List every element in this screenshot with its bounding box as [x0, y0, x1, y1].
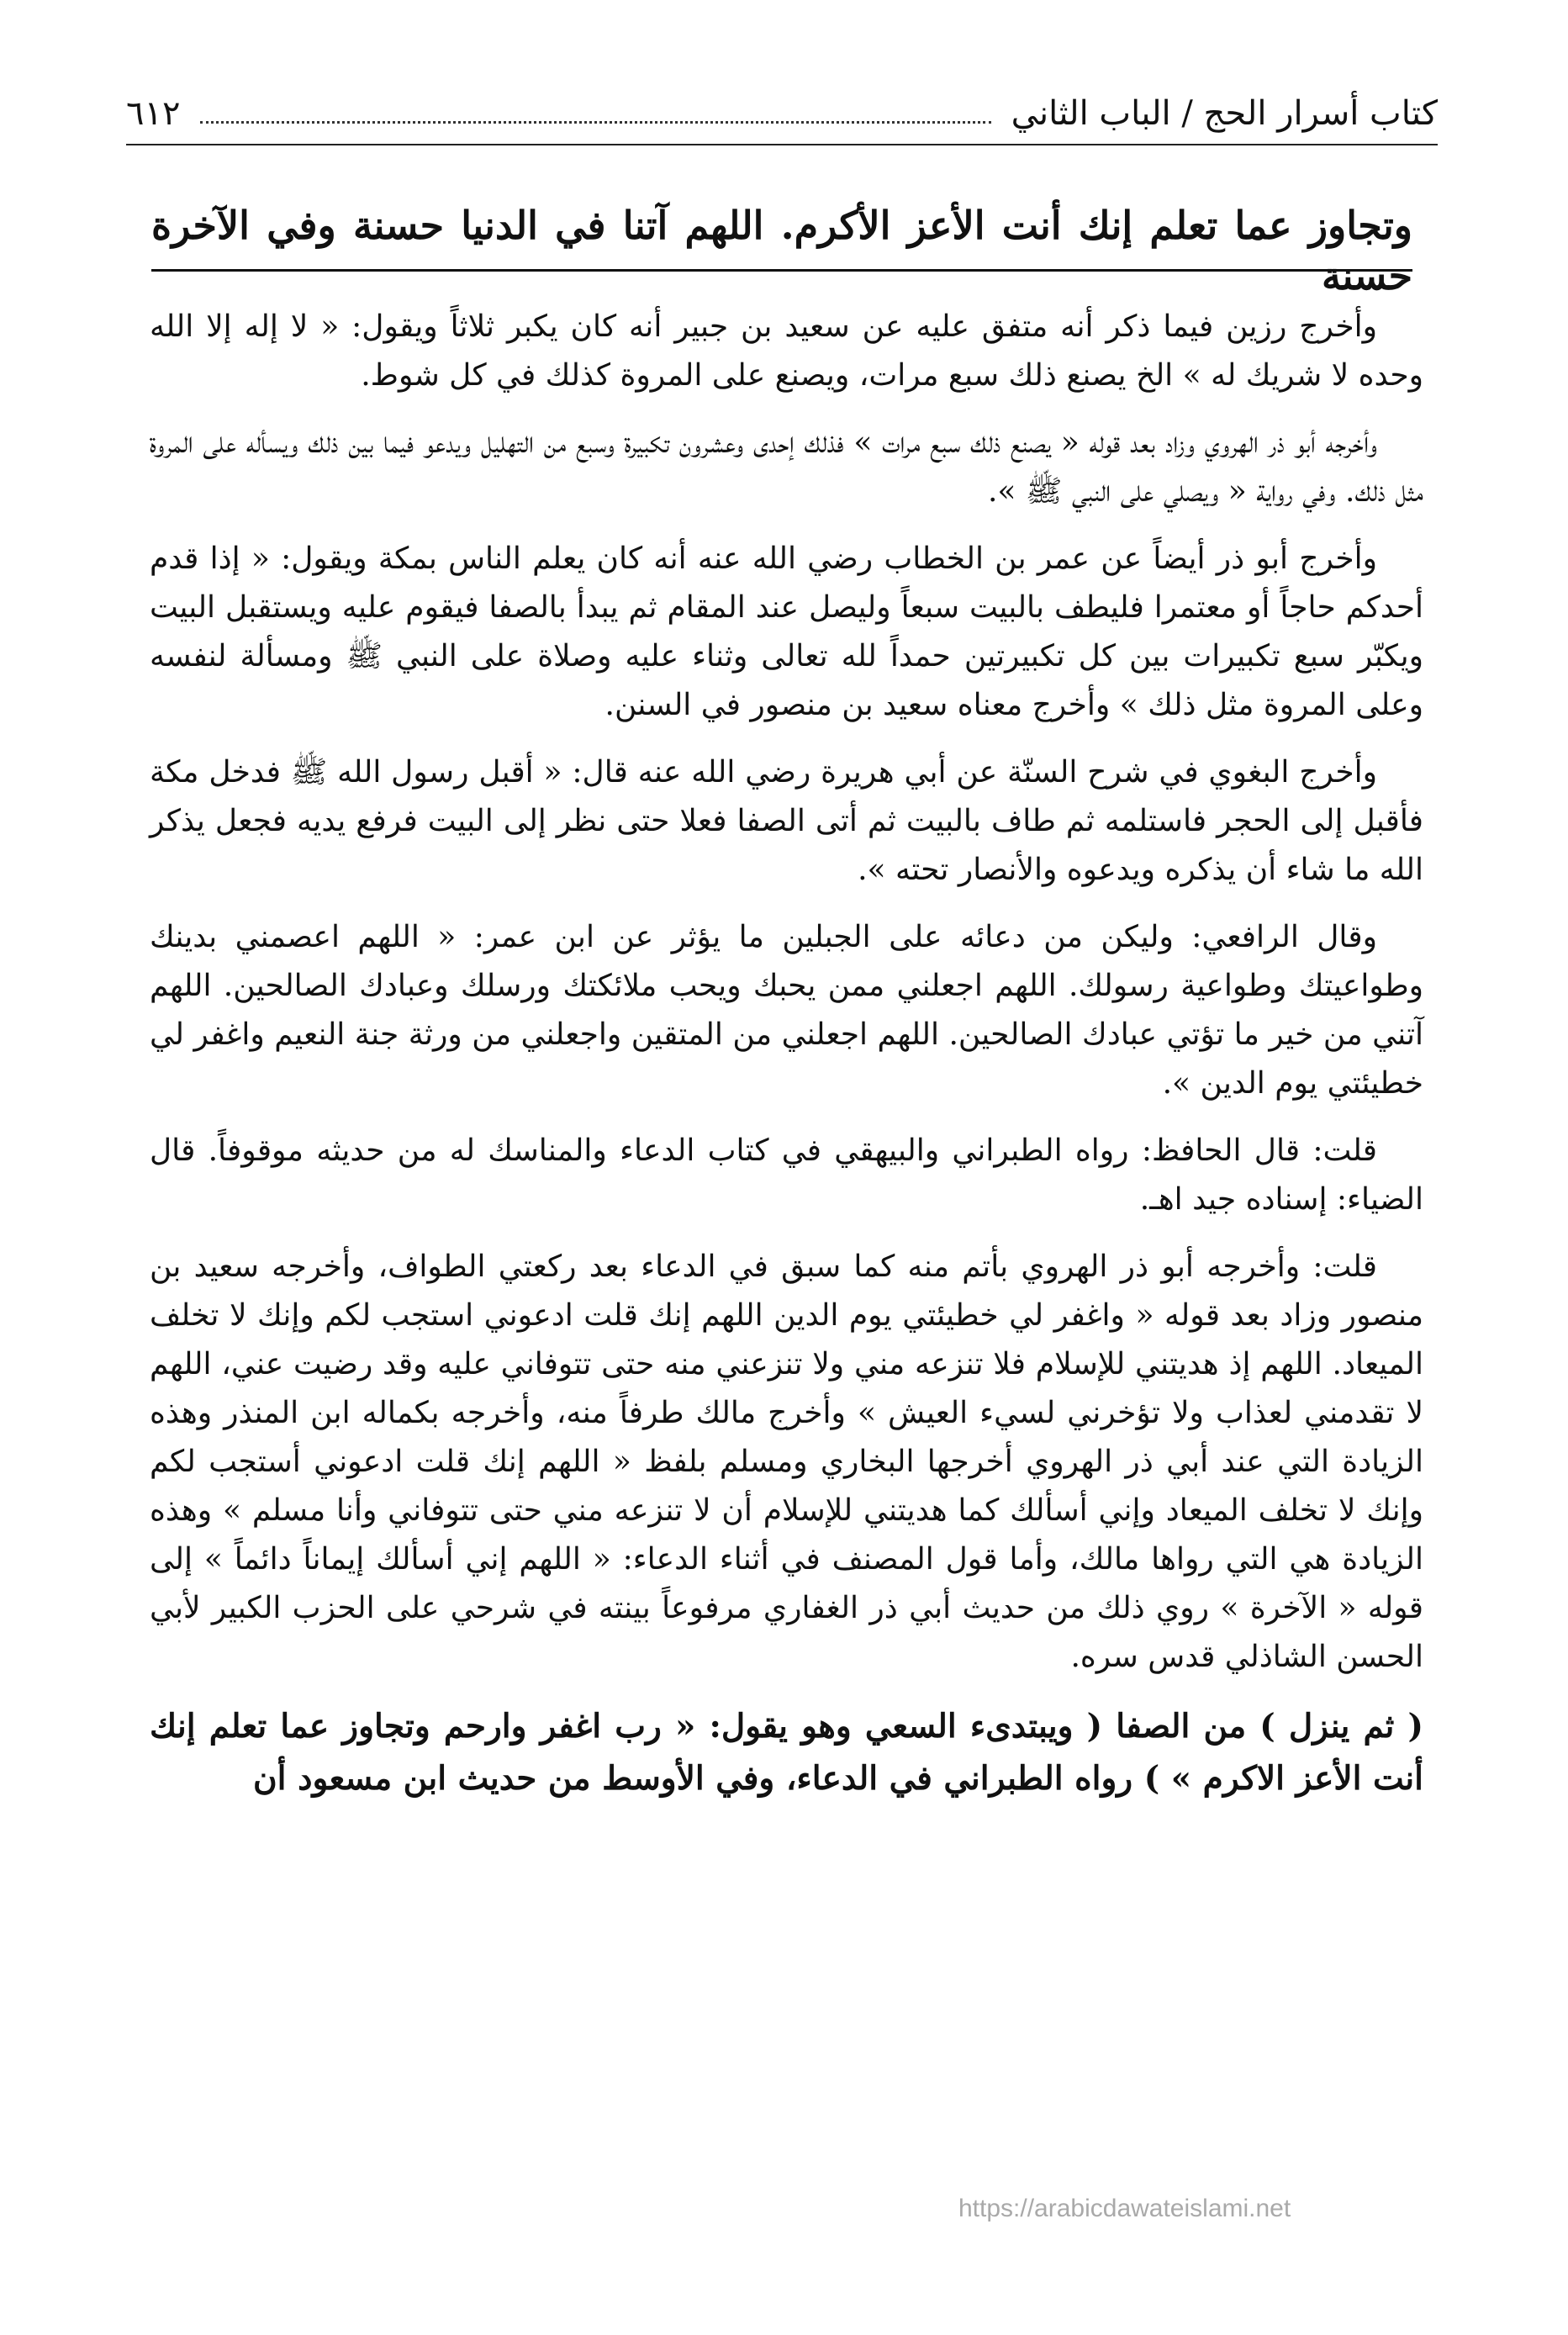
main-text-line: وتجاوز عما تعلم إنك أنت الأعز الأكرم. اللهم آتنا في الدنيا حسنة وفي الآخرة حسنة	[151, 203, 1412, 298]
paragraph: وأخرج رزين فيما ذكر أنه متفق عليه عن سعيد بن جبير أنه كان يكبر ثلاثاً ويقول: « لا إله إلا الله وحده لا شريك له » الخ يصنع ذلك سبع مرات، ويصنع على المروة كذلك في كل شوط.	[150, 309, 1423, 393]
paragraph: وأخرج أبو ذر أيضاً عن عمر بن الخطاب رضي الله عنه أنه كان يعلم الناس بمكة ويقول: « إذا قدم أحدكم حاجاً أو معتمرا فليطف بالبيت سبعاً وليصل عند المقام ثم يبدأ بالصفا فيقوم عليه ويستقبل البيت ويكبّر سبع تكبيرات بين كل تكبيرتين حمداً لله تعالى وثناء عليه وصلاة على النبي ﷺ ومسألة لنفسه وعلى المروة مثل ذلك » وأخرج معناه سعيد بن منصور في السنن.	[150, 541, 1423, 722]
header-dot-leader	[200, 104, 990, 124]
paragraph: وقال الرافعي: وليكن من دعائه على الجبلين ما يؤثر عن ابن عمر: « اللهم اعصمني بدينك وطواعيتك وطواعية رسولك. اللهم اجعلني ممن يحبك ويحب ملائكتك ورسلك وعبادك الصالحين. اللهم آتني من خير ما تؤتي عبادك الصالحين. اللهم اجعلني من المتقين واجعلني من ورثة جنة النعيم واغفر لي خطيئتي يوم الدين ».	[150, 920, 1423, 1101]
main-text-paragraph: ( ثم ينزل ) من الصفا ( ويبتدىء السعي وهو يقول: « رب اغفر وارحم وتجاوز عما تعلم إنك أنت الأعز الاكرم » ) رواه الطبراني في الدعاء، وفي الأوسط من حديث ابن مسعود أن	[150, 1707, 1423, 1798]
page-number: ٦١٢	[126, 94, 181, 133]
paragraph: قلت: قال الحافظ: رواه الطبراني والبيهقي في كتاب الدعاء والمناسك له من حديثه موقوفاً. قال الضياء: إسناده جيد اهـ.	[150, 1133, 1423, 1217]
running-header	[126, 88, 1438, 145]
paragraph: وأخرج البغوي في شرح السنّة عن أبي هريرة رضي الله عنه قال: « أقبل رسول الله ﷺ فدخل مكة فأقبل إلى الحجر فاستلمه ثم طاف بالبيت ثم أتى الصفا فعلا حتى نظر إلى البيت فرفع يديه فجعل يذكر الله ما شاء أن يذكره ويدعوه والأنصار تحته ».	[150, 755, 1423, 887]
header-title: كتاب أسرار الحج / الباب الثاني	[1011, 94, 1438, 133]
paragraph: قلت: وأخرجه أبو ذر الهروي بأتم منه كما سبق في الدعاء بعد ركعتي الطواف، وأخرجه سعيد بن منصور وزاد بعد قوله « واغفر لي خطيئتي يوم الدين اللهم إنك قلت ادعوني استجب لكم وإنك لا تخلف الميعاد. اللهم إذ هديتني للإسلام فلا تنزعه مني ولا تنزعني منه حتى تتوفاني عليه وقد رضيت عني، اللهم لا تقدمني لعذاب ولا تؤخرني لسيء العيش » وأخرج مالك طرفاً منه، وأخرجه بكماله ابن المنذر وهذه الزيادة التي عند أبي ذر الهروي أخرجها البخاري ومسلم بلفظ « اللهم إنك قلت ادعوني أستجب لكم وإنك لا تخلف الميعاد وإني أسألك كما هديتني للإسلام أن لا تنزعه مني حتى تتوفاني وأنا مسلم » وهذه الزيادة هي التي رواها مالك، وأما قول المصنف في أثناء الدعاء: « اللهم إني أسألك إيماناً دائماً » إلى قوله « الآخرة » روي ذلك من حديث أبي ذر الغفاري مرفوعاً بينته في شرحي على الحزب الكبير لأبي الحسن الشاذلي قدس سره.	[150, 1249, 1423, 1674]
separator-rule	[151, 269, 1412, 272]
paragraph: وأخرجه أبو ذر الهروي وزاد بعد قوله « يصنع ذلك سبع مرات » فذلك إحدى وعشرون تكبيرة وسبع من التهليل ويدعو فيما بين ذلك ويسأله على المروة مثل ذلك. وفي رواية « ويصلي على النبي ﷺ ».	[150, 425, 1423, 509]
watermark-url: https://arabicdawateislami.net	[958, 2195, 1291, 2222]
commentary-body	[150, 303, 1423, 1823]
